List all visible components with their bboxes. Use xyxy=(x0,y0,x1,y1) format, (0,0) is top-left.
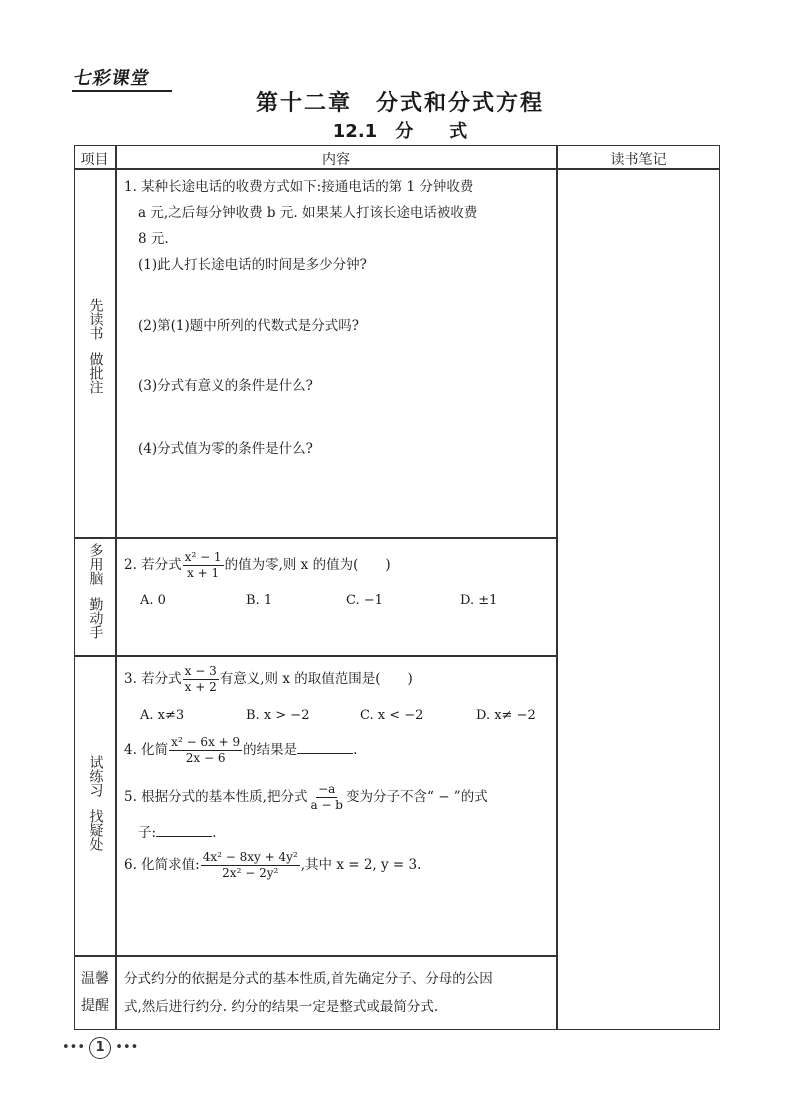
fraction-denominator: x + 2 xyxy=(184,680,217,694)
section-label-think xyxy=(78,543,112,639)
question-3-prefix: 3. 若分式 xyxy=(124,671,182,687)
fraction-denominator: 2x² − 2y² xyxy=(222,866,279,880)
fraction-denominator: 2x − 6 xyxy=(185,751,226,765)
label-bottom: 勤动手 xyxy=(87,597,104,639)
label-bottom: 做批注 xyxy=(87,352,104,394)
question-1-line-3: 8 元. xyxy=(138,231,169,247)
question-2-prefix: 2. 若分式 xyxy=(124,557,182,573)
column-divider-notes xyxy=(556,145,558,1030)
option-a: A. x≠3 xyxy=(140,708,185,723)
page-dots-left: ••• xyxy=(62,1040,86,1055)
logo: 七彩课堂 xyxy=(71,68,152,89)
question-6-suffix: ,其中 x = 2, y = 3. xyxy=(300,857,422,873)
section-label-read xyxy=(78,298,112,394)
option-b: B. 1 xyxy=(246,593,273,608)
label-bottom: 找疑处 xyxy=(87,809,104,851)
section-title: 12.1 分 式 xyxy=(332,121,468,142)
fraction-numerator: −a xyxy=(318,782,336,796)
header-notes: 读书笔记 xyxy=(610,152,667,168)
option-a: A. 0 xyxy=(140,593,166,608)
question-6 xyxy=(124,848,421,882)
tip-line-1: 分式约分的依据是分式的基本性质,首先确定分子、分母的公因 xyxy=(124,971,493,987)
fraction-numerator: x² − 1 xyxy=(184,550,222,564)
question-1-line-2: a 元,之后每分钟收费 b 元. 如果某人打该长途电话被收费 xyxy=(138,205,478,221)
question-6-prefix: 6. 化简求值: xyxy=(124,857,200,873)
question-5-line-2 xyxy=(124,820,216,846)
fraction-numerator: 4x² − 8xy + 4y² xyxy=(202,850,298,864)
chapter-title: 第十二章 分式和分式方程 xyxy=(255,91,544,116)
question-4-prefix: 4. 化简 xyxy=(124,742,169,758)
question-1-sub-1: (1)此人打长途电话的时间是多少分钟? xyxy=(138,257,367,273)
option-c: C. x < −2 xyxy=(360,708,424,723)
question-5-end: . xyxy=(212,825,217,841)
header-item: 项目 xyxy=(80,152,109,168)
label-bottom: 提醒 xyxy=(81,998,109,1014)
question-1-line-1: 1. 某种长途电话的收费方式如下:接通电话的第 1 分钟收费 xyxy=(124,179,474,195)
option-b: B. x > −2 xyxy=(246,708,310,723)
answer-blank[interactable] xyxy=(297,739,353,754)
question-1 xyxy=(124,174,477,278)
question-2-suffix: 的值为零,则 x 的值为( ) xyxy=(224,557,391,573)
question-5-line-2-text: 子: xyxy=(138,825,157,841)
question-4-suffix: 的结果是 xyxy=(243,742,298,758)
fraction-denominator: x + 1 xyxy=(187,566,220,580)
option-d: D. x≠ −2 xyxy=(476,708,536,723)
fraction-numerator: x² − 6x + 9 xyxy=(171,735,241,749)
question-3-suffix: 有意义,则 x 的取值范围是( ) xyxy=(219,671,413,687)
question-3 xyxy=(124,662,413,696)
option-c: C. −1 xyxy=(346,593,383,608)
row-divider-2 xyxy=(74,655,557,657)
question-1-sub-4: (4)分式值为零的条件是什么? xyxy=(138,441,313,457)
page-number xyxy=(62,1037,138,1059)
answer-blank[interactable] xyxy=(156,822,212,837)
question-1-sub-3: (3)分式有意义的条件是什么? xyxy=(138,378,313,394)
tip-text xyxy=(124,965,493,1021)
question-2 xyxy=(124,548,391,582)
label-top: 试练习 xyxy=(87,755,104,797)
question-1-sub-2: (2)第(1)题中所列的代数式是分式吗? xyxy=(138,318,359,334)
label-top: 先读书 xyxy=(87,298,104,340)
fraction-numerator: x − 3 xyxy=(184,664,217,678)
question-5-prefix: 5. 根据分式的基本性质,把分式 xyxy=(124,789,308,805)
question-4-fraction xyxy=(169,735,242,766)
question-5-fraction xyxy=(308,782,345,813)
row-divider-3 xyxy=(74,955,557,957)
question-4-end: . xyxy=(353,742,358,758)
section-label-tip xyxy=(78,970,112,1016)
section-label-practice xyxy=(78,755,112,851)
tip-line-2: 式,然后进行约分. 约分的结果一定是整式或最简分式. xyxy=(124,999,439,1015)
label-top: 温馨 xyxy=(81,971,109,987)
row-divider-1 xyxy=(74,537,557,539)
option-d: D. ±1 xyxy=(460,593,498,608)
question-3-fraction xyxy=(183,664,219,695)
question-5 xyxy=(124,780,488,814)
column-divider-item xyxy=(115,145,117,1030)
page-number-value: 1 xyxy=(89,1037,111,1059)
page-dots-right: ••• xyxy=(115,1040,139,1055)
header-content: 内容 xyxy=(322,152,350,168)
question-2-fraction xyxy=(183,550,224,581)
question-4 xyxy=(124,733,357,767)
label-top: 多用脑 xyxy=(87,543,104,585)
fraction-denominator: a − b xyxy=(310,798,343,812)
question-5-suffix: 变为分子不含“ − ”的式 xyxy=(346,789,488,805)
question-6-fraction xyxy=(201,850,300,881)
